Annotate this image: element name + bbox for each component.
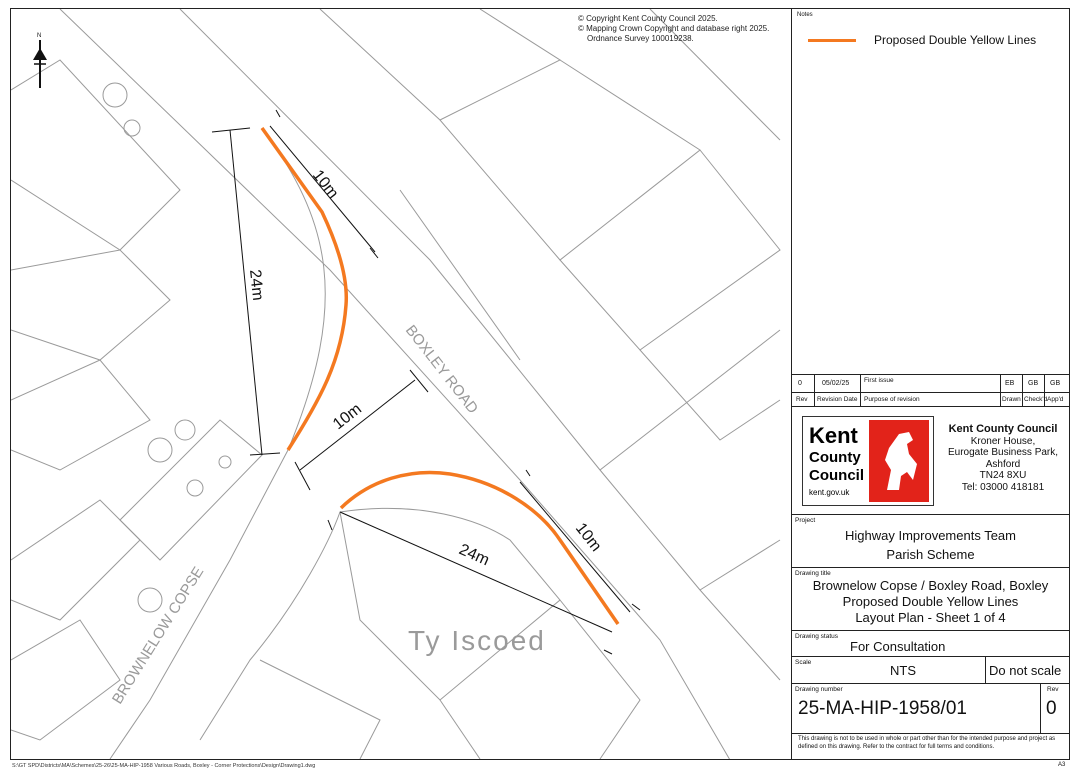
scale-value: NTS — [890, 663, 916, 678]
drawing-title-line: Brownelow Copse / Boxley Road, Boxley — [812, 578, 1049, 593]
drawing-title-line: Layout Plan - Sheet 1 of 4 — [855, 610, 1006, 625]
dim-label-24m-a: 24m — [246, 268, 267, 302]
purpose-header: Purpose of revision — [864, 396, 920, 403]
logo-word: Council — [809, 467, 864, 484]
file-path: S:\GT SPD\Districts\MA\Schemes\25-26\25-MA-HIP-1958 Various Roads, Boxley - Corner Protections\Design\Drawing1.dwg — [12, 763, 316, 769]
logo-red-panel — [869, 420, 929, 502]
address-line: TN24 8XU — [979, 470, 1027, 481]
base-map — [11, 9, 791, 759]
scale-label: Scale — [795, 659, 812, 666]
north-label: N — [37, 33, 42, 39]
legend — [808, 33, 1036, 47]
revision-number: 0 — [1046, 698, 1057, 719]
map-area — [11, 9, 791, 759]
sheet-size: A3 — [1058, 762, 1066, 768]
council-address — [940, 424, 1066, 493]
dim-label-10m-a: 10m — [308, 166, 342, 202]
disclaimer: This drawing is not to be used in whole or part other than for the intended purpose and project as defined on this drawing. Refer to the contract for full terms and conditions. — [798, 736, 1056, 750]
address-line: Eurogate Business Park, — [947, 447, 1059, 458]
revision-purpose-cell: First issue — [864, 377, 894, 384]
copyright-line: © Mapping Crown Copyright and database right 2025. — [578, 24, 770, 33]
north-arrow-icon — [33, 40, 47, 88]
boxley-road-east-edge — [180, 9, 780, 680]
council-name: Kent County Council — [948, 423, 1058, 435]
dim-label-10m-b: 10m — [329, 400, 365, 434]
project-line: Highway Improvements Team — [845, 528, 1016, 543]
dim-line-10m-c — [520, 482, 630, 612]
address-line: Ashford — [985, 458, 1021, 470]
logo-word: County — [809, 449, 861, 466]
do-not-scale-note: Do not scale — [989, 663, 1062, 678]
notes-label: Notes — [797, 12, 813, 18]
dim-line-10m-b — [300, 380, 415, 470]
drawn-cell: EB — [1005, 380, 1015, 387]
approved-cell: GB — [1050, 380, 1061, 387]
drawing-number-label: Drawing number — [795, 686, 843, 693]
revision-date-header: Revision Date — [817, 396, 858, 403]
logo-url: kent.gov.uk — [809, 488, 850, 497]
logo-word: Kent — [809, 423, 858, 448]
legend-swatch — [808, 39, 856, 42]
project-label: Project — [795, 517, 816, 524]
property-label: Ty Iscoed — [408, 625, 546, 656]
invicta-horse-icon — [869, 420, 929, 502]
legend-label: Proposed Double Yellow Lines — [874, 33, 1037, 47]
rev-header: Rev — [796, 396, 808, 403]
project-line: Parish Scheme — [886, 547, 975, 562]
dim-label-10m-c: 10m — [571, 519, 605, 555]
drawing-title-line: Proposed Double Yellow Lines — [842, 594, 1019, 609]
boxley-road-label: BOXLEY ROAD — [401, 321, 482, 417]
telephone: Tel: 03000 418181 — [961, 481, 1045, 493]
dim-line-24m-b — [340, 512, 612, 632]
kent-county-council-logo — [802, 416, 934, 506]
copyright-line: © Copyright Kent County Council 2025. — [578, 14, 718, 23]
rev-cell: 0 — [798, 380, 802, 387]
drawing-status-value: For Consultation — [850, 639, 946, 654]
checked-cell: GB — [1028, 380, 1039, 387]
drawing-number: 25-MA-HIP-1958/01 — [798, 698, 967, 719]
drawing-status-label: Drawing status — [795, 633, 838, 640]
copyright-line: Ordnance Survey 100019238. — [587, 34, 694, 43]
revision-date-cell: 05/02/25 — [822, 380, 850, 387]
dim-label-24m-b: 24m — [456, 541, 492, 570]
proposed-dyl-north-corner — [262, 128, 346, 450]
checked-header: Check'd — [1024, 396, 1048, 403]
drawn-header: Drawn — [1002, 396, 1021, 403]
address-line: Kroner House, — [970, 435, 1036, 447]
drawing-title-label: Drawing title — [795, 570, 831, 577]
approved-header: App'd — [1047, 396, 1064, 403]
brownelow-copse-label: BROWNELOW COPSE — [108, 563, 208, 708]
brownelow-copse-south-edge — [200, 512, 340, 740]
rev-label: Rev — [1047, 686, 1059, 693]
copyright-notice — [578, 14, 793, 44]
